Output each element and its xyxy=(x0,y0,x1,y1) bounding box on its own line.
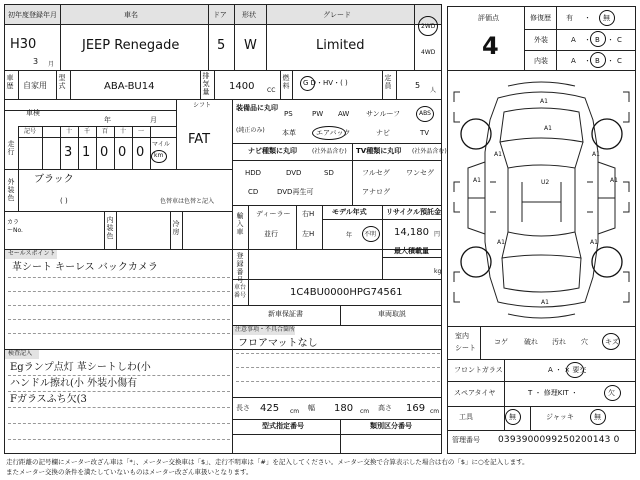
exterior-paren: ( ) xyxy=(60,197,68,205)
interior-color-label: 内装色 xyxy=(106,216,114,240)
inspector-line-3: Fガラスふち欠(3 xyxy=(10,394,87,405)
inspection-label: 車検 xyxy=(26,109,40,117)
score-label: 評価点 xyxy=(478,14,499,22)
cabin-label-1: 室内 xyxy=(455,332,469,340)
digit-label-thousand: 千 xyxy=(84,128,91,135)
fuel-options: G D・HV・( ) xyxy=(303,79,348,87)
recycle-yen: 円 xyxy=(434,231,441,238)
inspection-year-unit: 年 xyxy=(104,116,111,124)
shift-value: FAT xyxy=(188,132,211,147)
equip-sunroof: サンルーフ xyxy=(366,110,401,118)
max-load-kg: kg xyxy=(434,268,442,275)
cabin-label-2: シート xyxy=(455,344,476,352)
tv-fullseg: フルセグ xyxy=(362,169,390,177)
cabin-tear: 破れ xyxy=(524,338,538,346)
navi-hdd: HDD xyxy=(245,169,262,177)
mileage-digit-3: 0 xyxy=(100,145,109,160)
tools-value: 無 xyxy=(509,413,516,421)
import-parallel: 並行 xyxy=(264,230,278,238)
height-value: 169 xyxy=(406,403,426,414)
model-value: ABA-BU14 xyxy=(104,81,155,92)
displacement-value: 1400 xyxy=(229,81,255,92)
notes-label: 注意事項・不具合箇所 xyxy=(235,326,296,333)
max-load-label: 最大積載量 xyxy=(394,247,429,255)
door-label: ドア xyxy=(213,11,227,19)
inspector-line-1: Egランプ点灯 革シートしわ(小 xyxy=(10,362,151,373)
sales-point-label: セールスポイント xyxy=(8,250,56,257)
damage-mark-right-door: A1 xyxy=(610,177,618,184)
shift-label: シフト xyxy=(193,102,212,109)
damage-mark-left-front: A1 xyxy=(494,151,502,158)
damage-mark-left-door: A1 xyxy=(473,177,481,184)
width-unit: cm xyxy=(360,408,370,415)
digit-label-hundred: 百 xyxy=(102,128,109,135)
damage-mark-left-rear: A1 xyxy=(497,239,505,246)
cabin-hole: 穴 xyxy=(581,338,588,346)
model-year-unit: 年 xyxy=(346,232,353,239)
km-label: km xyxy=(154,152,164,159)
reg-year: H30 xyxy=(10,37,37,52)
int-label: 内装 xyxy=(534,57,548,65)
model-label: 型式 xyxy=(58,74,66,90)
navi-cd: CD xyxy=(248,188,259,196)
int-a: A xyxy=(571,57,576,65)
ext-b: B xyxy=(595,36,600,44)
damage-mark-roof: U2 xyxy=(541,179,550,186)
cc-unit: CC xyxy=(267,87,276,94)
spare-tire-label: スペアタイヤ xyxy=(454,389,496,397)
spare-missing: 欠 xyxy=(608,389,615,397)
run-label: 走行 xyxy=(7,140,15,156)
ext-label: 外装 xyxy=(534,36,548,44)
equip-abs: ABS xyxy=(419,110,431,117)
mileage-digit-1: 3 xyxy=(64,145,73,160)
grade-label: グレード xyxy=(323,11,351,19)
class-number-label: 類別区分番号 xyxy=(370,422,412,430)
import-left: 左H xyxy=(302,230,315,238)
recycle-value: 14,180 xyxy=(394,227,429,238)
height-label: 高さ xyxy=(378,404,392,412)
length-value: 425 xyxy=(260,403,280,414)
usage-value: 自家用 xyxy=(23,81,47,90)
int-c: C xyxy=(617,57,622,65)
footer-line-2: またメーター交換の条件を満たしていないものはメーター改ざん車扱いとなります。 xyxy=(6,468,253,476)
equipment-label: 装備品に丸印 xyxy=(236,104,278,112)
equip-pw: PW xyxy=(312,110,324,118)
reg-history-label: 車歴 xyxy=(6,74,14,90)
digit-label-tenthousand: 十 xyxy=(66,128,73,135)
digit-label-ten: 十 xyxy=(120,128,127,135)
spare-tire-value: T ・ 修理KIT ・ xyxy=(528,389,578,397)
mile-label: マイル xyxy=(152,141,170,148)
doors-value: 5 xyxy=(217,38,226,53)
tv-sub: (社外品含む) xyxy=(412,148,447,155)
car-name: JEEP Renegade xyxy=(82,38,180,53)
mileage-digit-5: 0 xyxy=(136,145,145,160)
import-label: 輸入車 xyxy=(236,212,244,236)
mileage-digit-4: 0 xyxy=(118,145,127,160)
cabin-scratch: キズ xyxy=(605,338,619,346)
ext-dot1: ・ xyxy=(584,36,591,44)
damage-mark-right-front: A1 xyxy=(592,151,600,158)
ext-dot2: ・ xyxy=(607,36,614,44)
reg-month-unit: 月 xyxy=(48,61,55,68)
front-glass-label: フロントガラス xyxy=(454,366,503,374)
new-car-warranty: 新車保証書 xyxy=(268,310,303,318)
equip-ps: PS xyxy=(284,110,293,118)
capacity-unit: 人 xyxy=(430,87,437,94)
car-name-label: 車名 xyxy=(124,11,138,19)
equip-navi: ナビ xyxy=(376,129,390,137)
length-label: 長さ xyxy=(236,404,250,412)
import-right: 右H xyxy=(302,210,315,218)
exterior-label: 外装色 xyxy=(7,178,15,202)
capacity-value: 5 xyxy=(415,81,421,90)
equipment-sub: (純正のみ) xyxy=(236,127,265,134)
cabin-stain: 汚れ xyxy=(552,338,566,346)
grade-value: Limited xyxy=(316,38,365,53)
jack-value: 無 xyxy=(594,413,601,421)
width-value: 180 xyxy=(334,403,354,414)
ext-c: C xyxy=(617,36,622,44)
repair-dot: ・ xyxy=(584,14,591,22)
fuel-label: 燃料 xyxy=(282,74,290,90)
navi-sub: (社外品含む) xyxy=(312,148,347,155)
front-glass-value: A ・ × 要交 xyxy=(548,366,587,374)
damage-mark-right-rear: A1 xyxy=(590,239,598,246)
color-no-label: カラーNo. xyxy=(7,219,23,234)
height-unit: cm xyxy=(430,408,440,415)
mileage-digit-2: 1 xyxy=(82,145,91,160)
tv-label: TV種類に丸印 xyxy=(356,147,402,155)
equip-leather: 本革 xyxy=(282,129,296,137)
jack-label: ジャッキ xyxy=(546,413,574,421)
tv-oneseg: ワンセグ xyxy=(406,169,434,177)
mgmt-value: 0393900099250200143 0 xyxy=(498,435,620,445)
notes-text: フロアマットなし xyxy=(238,338,318,349)
equip-airbag: エアバック xyxy=(316,129,351,137)
drive-4wd: 4WD xyxy=(421,49,436,56)
length-unit: cm xyxy=(290,408,300,415)
navi-label: ナビ種類に丸印 xyxy=(248,147,297,155)
repair-label: 修復歴 xyxy=(530,14,551,22)
damage-mark-front: A1 xyxy=(540,98,548,105)
equip-aw: AW xyxy=(338,110,350,118)
import-dealer: ディーラー xyxy=(256,210,291,218)
sales-point-text: 革シート キーレス バックカメラ xyxy=(12,262,158,273)
chassis-label: 車台番号 xyxy=(234,284,247,299)
capacity-label: 定員 xyxy=(384,74,392,90)
recycle-label: リサイクル預託金 xyxy=(386,208,442,216)
cabin-burn: コゲ xyxy=(494,338,508,346)
int-dot1: ・ xyxy=(584,57,591,65)
navi-dvd: DVD xyxy=(286,169,302,177)
navi-sd: SD xyxy=(324,169,334,177)
car-manual: 車両取説 xyxy=(378,310,406,318)
inspector-label: 検査記入 xyxy=(8,350,33,357)
width-label: 幅 xyxy=(308,404,315,412)
mgmt-label: 管理番号 xyxy=(452,436,480,444)
car-diagram xyxy=(448,72,635,324)
repair-no: 無 xyxy=(603,14,610,22)
first-reg-label: 初年度登録年月 xyxy=(8,11,57,19)
digit-label-code: 記号 xyxy=(24,128,37,135)
equip-tv: TV xyxy=(420,129,430,137)
navi-dvd-play: DVD再生可 xyxy=(277,188,314,196)
reg-no-label: 登録番号 xyxy=(236,252,244,284)
digit-label-one: 一 xyxy=(138,128,145,135)
reg-month: 3 xyxy=(33,57,39,66)
inspector-line-2: ハンドル擦れ(小 外装小傷有 xyxy=(10,378,138,389)
displacement-label: 排気量 xyxy=(202,72,210,96)
damage-mark-rear: A1 xyxy=(541,299,549,306)
inspection-month-unit: 月 xyxy=(150,116,157,124)
int-dot2: ・ xyxy=(607,57,614,65)
aircon-label: 冷房 xyxy=(172,220,180,236)
int-b: B xyxy=(595,57,600,65)
drive-2wd: 2WD xyxy=(421,23,436,30)
damage-mark-hood: A1 xyxy=(544,125,552,132)
tv-analog: アナログ xyxy=(362,188,390,196)
tools-label: 工具 xyxy=(459,413,473,421)
shape-value: W xyxy=(244,38,257,53)
model-year-unknown: 不明 xyxy=(364,231,377,238)
chassis-value: 1C4BU0000HPG74561 xyxy=(290,287,403,298)
footer-line-1: 走行距離の記号欄にメーター改ざん車は「*」、メーター交換車は「$」、走行不明車は「#」を記入してください。メーター交換で合算表示した場合は右の「$」に○を記入します。 xyxy=(6,458,529,466)
repair-yes: 有 xyxy=(566,14,573,22)
type-designation-label: 型式指定番号 xyxy=(262,422,304,430)
ext-a: A xyxy=(571,36,576,44)
score-value: 4 xyxy=(482,32,499,60)
exterior-color: ブラック xyxy=(34,174,74,185)
model-year-label: モデル年式 xyxy=(332,208,367,216)
shape-label: 形状 xyxy=(242,11,256,19)
exterior-note: 色替車は色替と記入 xyxy=(160,198,215,205)
